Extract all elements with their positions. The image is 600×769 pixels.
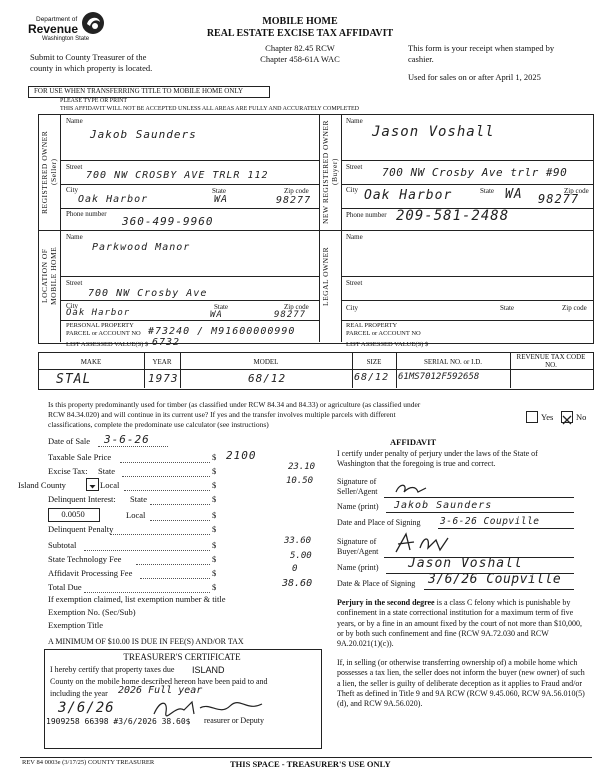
buyer-print-name[interactable]: Jason Voshall bbox=[408, 556, 523, 571]
legal-parcel-label2: PARCEL or ACCOUNT NO bbox=[346, 330, 421, 337]
dollar-6: $ bbox=[212, 524, 217, 534]
exempt-line-3: Exemption Title bbox=[48, 620, 104, 630]
seller-side-label: REGISTERED OWNER (Seller) bbox=[40, 130, 58, 214]
location-assessed[interactable]: 6732 bbox=[152, 337, 181, 348]
state-label: State bbox=[98, 466, 115, 476]
seller-street[interactable]: 700 NW CROSBY AVE TRLR 112 bbox=[86, 170, 269, 181]
buyer-print-label: Name (print) bbox=[337, 563, 379, 572]
legal-side-label: LEGAL OWNER bbox=[321, 246, 330, 306]
certify-1: I certify under penalty of perjury under the laws of the State of bbox=[337, 449, 538, 458]
yes-label: Yes bbox=[541, 412, 554, 422]
form-title-1: MOBILE HOME bbox=[262, 16, 338, 27]
legal-zip-label: Zip code bbox=[562, 304, 587, 312]
tech-fee-label: State Technology Fee bbox=[48, 554, 122, 564]
seller-date-place-label: Date and Place of Signing bbox=[337, 518, 421, 527]
certify-2: Washington that the foregoing is true and correct. bbox=[337, 459, 496, 468]
date-of-sale-label: Date of Sale bbox=[48, 436, 91, 446]
th-size: SIZE bbox=[366, 358, 382, 366]
taxable-price[interactable]: 2100 bbox=[226, 449, 257, 462]
buyer-side-label: NEW REGISTERED OWNER (Buyer) bbox=[321, 119, 339, 225]
delinq-int-label: Delinquent Interest: bbox=[48, 494, 116, 504]
dor-swirl-icon bbox=[80, 10, 106, 36]
buyer-city-label: City bbox=[346, 186, 359, 194]
county-select[interactable] bbox=[86, 478, 99, 491]
form-title-2: REAL ESTATE EXCISE TAX AFFIDAVIT bbox=[206, 28, 394, 39]
receipt-stamp: 1909258 66398 #3/6/2026 38.60$ bbox=[46, 717, 191, 726]
th-make: MAKE bbox=[80, 358, 102, 366]
buyer-name[interactable]: Jason Voshall bbox=[372, 124, 495, 140]
timber-q2: RCW 84.34.020) and will continue in its current use? If yes and the transfer involves multiple parcels with different bbox=[48, 410, 396, 419]
seller-sig-label2: Seller/Agent bbox=[337, 487, 378, 496]
location-assessed-label: LIST ASSESSED VALUE(S) $ bbox=[66, 341, 149, 348]
legal-street-label: Street bbox=[346, 279, 363, 287]
th-revenue-code: REVENUE TAX CODE NO. bbox=[516, 353, 586, 369]
affidavit-fee[interactable]: 0 bbox=[292, 564, 299, 574]
chapter-wac: Chapter 458-61A WAC bbox=[260, 54, 340, 64]
affidavit-fee-label: Affidavit Processing Fee bbox=[48, 568, 133, 578]
buyer-phone-label: Phone number bbox=[346, 211, 387, 219]
dollar-4: $ bbox=[212, 494, 217, 504]
seller-signature bbox=[392, 480, 442, 498]
tech-fee[interactable]: 5.00 bbox=[290, 551, 312, 561]
seller-phone[interactable]: 360-499-9960 bbox=[122, 215, 214, 228]
dollar-7: $ bbox=[212, 540, 217, 550]
total-due[interactable]: 38.60 bbox=[282, 578, 313, 589]
location-street-label: Street bbox=[66, 279, 83, 287]
location-parcel-label2: PARCEL or ACCOUNT NO bbox=[66, 330, 141, 337]
type-print: PLEASE TYPE OR PRINT bbox=[60, 98, 128, 104]
local-label: Local bbox=[100, 480, 120, 490]
seller-state[interactable]: WA bbox=[214, 194, 229, 205]
buyer-zip-label: Zip code bbox=[564, 187, 589, 195]
legal-city-label: City bbox=[346, 304, 359, 312]
date-of-sale[interactable]: 3-6-26 bbox=[104, 433, 150, 446]
legal-assessed-label: LIST ASSESSED VALUE(S) $ bbox=[346, 341, 429, 348]
location-name[interactable]: Parkwood Manor bbox=[92, 242, 191, 253]
buyer-street[interactable]: 700 NW Crosby Ave trlr #90 bbox=[382, 166, 568, 179]
cell-serial[interactable]: 61MS7012F592658 bbox=[398, 372, 480, 382]
submit-line-2: county in which property is located. bbox=[30, 63, 153, 73]
seller-date-place[interactable]: 3-6-26 Coupville bbox=[440, 516, 540, 527]
cell-size[interactable]: 68/12 bbox=[354, 372, 390, 383]
seller-zip-label: Zip code bbox=[284, 187, 309, 195]
dollar-5: $ bbox=[212, 510, 217, 520]
location-city-label: City bbox=[66, 302, 79, 310]
seller-street-label: Street bbox=[66, 163, 83, 171]
no-check-mark-icon bbox=[562, 415, 572, 425]
seller-print-name[interactable]: Jakob Saunders bbox=[394, 500, 493, 511]
buyer-name-label: Name bbox=[346, 117, 363, 125]
location-street[interactable]: 700 NW Crosby Ave bbox=[88, 288, 208, 299]
perjury-notice-bold: Perjury in the second degree bbox=[337, 598, 435, 607]
treasurer-year[interactable]: 2026 Full year bbox=[118, 685, 203, 696]
state-excise[interactable]: 23.10 bbox=[288, 462, 316, 472]
affidavit-title: AFFIDAVIT bbox=[390, 437, 437, 447]
treasurer-line3: including the year bbox=[50, 689, 108, 698]
excise-label: Excise Tax: bbox=[48, 466, 88, 476]
used-for-date: Used for sales on or after April 1, 2025 bbox=[408, 72, 541, 82]
buyer-zip[interactable]: 98277 bbox=[538, 192, 580, 206]
dollar-2: $ bbox=[212, 466, 217, 476]
rate-value: 0.0050 bbox=[61, 509, 85, 519]
buyer-signature bbox=[390, 530, 460, 558]
seller-city-label: City bbox=[66, 186, 79, 194]
cell-model[interactable]: 68/12 bbox=[248, 372, 287, 385]
location-side-label: LOCATION OF MOBILE HOME bbox=[40, 246, 58, 306]
minimum-notice: A MINIMUM OF $10.00 IS DUE IN FEE(S) AND/OR TAX bbox=[48, 637, 244, 646]
cell-year[interactable]: 1973 bbox=[148, 372, 179, 385]
mobile-lien-notice: If, in selling (or otherwise transferring ownership of) a mobile home which possesses a tax lien, the seller does not inform the buyer (new owner) of such a lien, the seller is guilty of deliberate deception as it applies to Fraud and/or Theft as defined in Title 9 and 9A RCW (RCW 9.45.060, RCW 9A.56.010(5)(d), and RCW 9A.56.020). bbox=[337, 658, 585, 709]
dor-logo bbox=[28, 10, 108, 44]
taxable-label: Taxable Sale Price bbox=[48, 452, 112, 462]
cell-make[interactable]: STAL bbox=[56, 372, 92, 387]
receipt-line-1: This form is your receipt when stamped by bbox=[408, 43, 555, 53]
dor-line1: Department of bbox=[36, 16, 78, 23]
seller-sig-label1: Signature of bbox=[337, 477, 377, 486]
treasurer-county[interactable]: ISLAND bbox=[192, 665, 225, 675]
delinq-pen-label: Delinquent Penalty bbox=[48, 524, 114, 534]
buyer-state-label: State bbox=[480, 187, 494, 195]
local-excise[interactable]: 10.50 bbox=[286, 476, 314, 486]
transfer-banner-text: FOR USE WHEN TRANSFERRING TITLE TO MOBILE HOME ONLY bbox=[34, 87, 244, 95]
receipt-line-2: cashier. bbox=[408, 54, 434, 64]
form-number: REV 84 0003e (3/17/25) COUNTY TREASURER bbox=[22, 759, 155, 766]
location-parcel-label1: PERSONAL PROPERTY bbox=[66, 322, 134, 329]
dollar-1: $ bbox=[212, 452, 217, 462]
dor-line2: Revenue bbox=[28, 22, 79, 36]
timber-q1: Is this property predominantly used for timber (as classified under RCW 84.34 and 84.33) or agriculture (as classified under bbox=[48, 400, 421, 409]
treasurer-deputy: reasurer or Deputy bbox=[204, 716, 264, 725]
exempt-line-2: Exemption No. (Sec/Sub) bbox=[48, 607, 136, 617]
location-zip-label: Zip code bbox=[284, 303, 309, 311]
th-year: YEAR bbox=[152, 358, 172, 366]
not-accepted-notice: THIS AFFIDAVIT WILL NOT BE ACCEPTED UNLESS ALL AREAS ARE FULLY AND ACCURATELY COMPLETED bbox=[60, 106, 359, 112]
buyer-street-label: Street bbox=[346, 163, 363, 171]
location-name-label: Name bbox=[66, 233, 83, 241]
location-city[interactable]: Oak Harbor bbox=[66, 308, 131, 318]
timber-q3: classifications, complete the predominate use calculator (see instructions) bbox=[48, 420, 269, 429]
treasurer-title: TREASURER'S CERTIFICATE bbox=[123, 652, 241, 662]
delinq-state-label: State bbox=[130, 494, 147, 504]
dollar-3: $ bbox=[212, 480, 217, 490]
buyer-sig-label2: Buyer/Agent bbox=[337, 547, 379, 556]
total-label: Total Due bbox=[48, 582, 82, 592]
subtotal-label: Subtotal bbox=[48, 540, 77, 550]
treasurer-line1: I hereby certify that property taxes due bbox=[50, 665, 175, 674]
chevron-down-icon bbox=[87, 481, 98, 492]
dor-line3: Washington State bbox=[42, 36, 90, 42]
seller-city[interactable]: Oak Harbor bbox=[78, 194, 149, 205]
buyer-city[interactable]: Oak Harbor bbox=[364, 188, 453, 203]
seller-print-label: Name (print) bbox=[337, 502, 379, 511]
delinq-local-label: Local bbox=[126, 510, 146, 520]
county-select-value: Island County bbox=[18, 480, 66, 490]
treasurer-date[interactable]: 3/6/26 bbox=[58, 700, 115, 716]
th-serial: SERIAL NO. or I.D. bbox=[423, 358, 483, 366]
legal-name-label: Name bbox=[346, 233, 363, 241]
buyer-sig-label1: Signature of bbox=[337, 537, 377, 546]
dollar-10: $ bbox=[212, 582, 217, 592]
buyer-state[interactable]: WA bbox=[505, 187, 523, 202]
buyer-phone[interactable]: 209-581-2488 bbox=[396, 208, 510, 224]
seller-phone-label: Phone number bbox=[66, 210, 107, 218]
location-parcel[interactable]: #73240 / M91600000990 bbox=[148, 326, 296, 337]
legal-state-label: State bbox=[500, 304, 514, 312]
treasurer-use-only: THIS SPACE - TREASURER'S USE ONLY bbox=[230, 759, 391, 769]
seller-name-label: Name bbox=[66, 117, 83, 125]
location-state-label: State bbox=[214, 303, 228, 311]
submit-line-1: Submit to County Treasurer of the bbox=[30, 52, 147, 62]
th-model: MODEL bbox=[253, 358, 279, 366]
seller-state-label: State bbox=[212, 187, 226, 195]
treasurer-line2: County on the mobile home described hereon have been paid to and bbox=[50, 677, 268, 686]
dollar-9: $ bbox=[212, 568, 217, 578]
chapter-rcw: Chapter 82.45 RCW bbox=[265, 43, 335, 53]
no-checkbox[interactable] bbox=[561, 411, 573, 423]
no-label: No bbox=[576, 412, 587, 422]
location-zip[interactable]: 98277 bbox=[274, 310, 307, 320]
exempt-line-1: If exemption claimed, list exemption number & title bbox=[48, 594, 226, 604]
dollar-8: $ bbox=[212, 554, 217, 564]
perjury-notice: Perjury in the second degree is a class C felony which is punishable by confinement in a state correctional institution for a maximum term of five years, or by a fine in an amount fixed by the court of not more than $10,000, or by both such confinement and fine (RCW 9A.72.030 and RCW 9A.20.021(1)(c)). bbox=[337, 598, 583, 649]
buyer-date-place[interactable]: 3/6/26 Coupville bbox=[428, 572, 562, 587]
seller-name[interactable]: Jakob Saunders bbox=[90, 128, 197, 141]
seller-zip[interactable]: 98277 bbox=[276, 195, 312, 206]
yes-checkbox[interactable] bbox=[526, 411, 538, 423]
location-state[interactable]: WA bbox=[210, 310, 223, 320]
legal-parcel-label1: REAL PROPERTY bbox=[346, 322, 398, 329]
subtotal[interactable]: 33.60 bbox=[284, 536, 312, 546]
buyer-date-place-label: Date & Place of Signing bbox=[337, 579, 416, 588]
